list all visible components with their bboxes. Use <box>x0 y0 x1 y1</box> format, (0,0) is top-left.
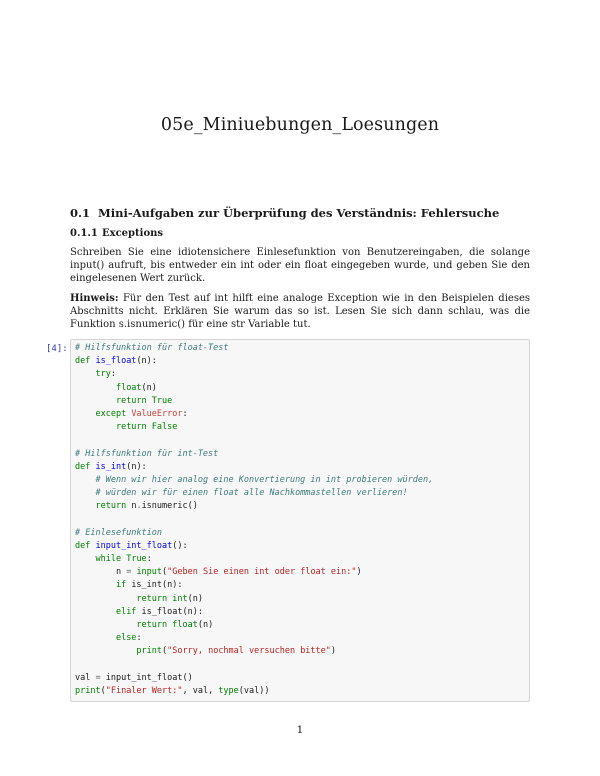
code-token: int <box>172 593 188 604</box>
code-token: True <box>151 395 173 406</box>
code-line <box>75 645 529 658</box>
code-token: float <box>172 619 198 630</box>
code-line <box>75 368 529 381</box>
code-token: "Geben Sie einen int oder float ein:" <box>167 567 357 578</box>
code-token: ( <box>100 685 106 696</box>
code-token <box>75 633 116 643</box>
code-line <box>75 500 529 513</box>
code-token: is_float(n): <box>141 606 203 617</box>
code-token: print <box>136 646 163 657</box>
section-number: 0.1 <box>70 206 91 220</box>
code-token: except <box>95 408 132 419</box>
code-token: (n) <box>187 593 203 604</box>
code-token: return <box>115 422 152 433</box>
code-line <box>75 461 529 474</box>
code-token: val <box>75 672 96 683</box>
code-token: (n) <box>141 382 157 393</box>
code-line <box>75 685 529 698</box>
code-token: (n) <box>197 619 214 630</box>
code-line <box>75 355 529 368</box>
code-token <box>75 607 116 617</box>
cell-prompt: [4]: <box>46 344 68 354</box>
code-token: def <box>75 356 96 367</box>
subsection-number: 0.1.1 <box>70 228 98 239</box>
code-token: return <box>115 395 152 406</box>
code-token: if <box>115 580 132 591</box>
code-token: input_int_float() <box>100 672 193 683</box>
code-token <box>75 594 136 604</box>
code-token: : <box>146 554 152 564</box>
code-token: float <box>115 382 142 393</box>
code-token: while <box>95 554 127 564</box>
code-token: # Wenn wir hier analog eine Konvertierung in int probieren würden, <box>95 474 434 485</box>
code-token: : <box>136 633 142 644</box>
code-token: else <box>115 633 137 644</box>
code-line <box>75 382 529 395</box>
hint-text: Für den Test auf int hilft eine analoge Exception wie in den Beispielen dieses Abschnitts nicht. Erklären Sie warum das so ist. Lesen Sie sich dann schlau, was die Funktion s.isnumeric() für eine str Variable tut. <box>70 293 530 331</box>
code-token: # würden wir für einen float alle Nachkommastellen verlieren! <box>95 488 408 499</box>
code-line <box>75 579 529 592</box>
code-line <box>75 342 529 355</box>
code-token: = <box>126 567 132 578</box>
code-token: def <box>75 540 96 551</box>
code-token: : <box>182 408 188 419</box>
code-token: ValueError <box>131 408 183 419</box>
hint-label: Hinweis: <box>70 293 119 304</box>
code-line <box>75 619 529 632</box>
code-token <box>75 501 95 511</box>
code-token <box>75 369 95 379</box>
code-token: n <box>131 501 137 512</box>
code-token: return <box>95 501 132 512</box>
code-token: ) <box>356 567 362 578</box>
code-token: return <box>136 619 173 630</box>
code-token: n <box>75 567 127 578</box>
code-line <box>75 474 529 487</box>
code-token <box>75 488 95 498</box>
code-line <box>75 632 529 645</box>
code-line <box>75 593 529 606</box>
code-token: ) <box>330 646 337 657</box>
code-content[interactable] <box>71 340 529 698</box>
code-line <box>75 395 529 408</box>
code-token: isnumeric() <box>141 501 198 512</box>
code-token <box>75 646 136 656</box>
page-number: 1 <box>296 724 304 736</box>
code-token: True <box>126 554 147 564</box>
code-line <box>75 659 529 672</box>
task-paragraph: Schreiben Sie eine idiotensichere Einlesefunktion von Benutzereingaben, die solange input() aufruft, bis entweder ein int oder ein float eingegeben wurde, und geben Sie den eingelesenen Wert zurück. <box>70 247 530 285</box>
code-token: print <box>75 685 101 696</box>
code-line <box>75 421 529 434</box>
code-token <box>75 422 116 432</box>
code-token: try <box>95 369 111 380</box>
code-token: elif <box>115 606 142 617</box>
code-line <box>75 540 529 553</box>
code-token: # Einlesefunktion <box>75 527 162 538</box>
code-line <box>75 553 529 566</box>
document-title: 05e_Miniuebungen_Loesungen <box>160 115 440 135</box>
code-token: (val)) <box>238 685 270 696</box>
code-token <box>75 396 116 406</box>
code-line <box>75 672 529 685</box>
code-token <box>75 409 95 419</box>
code-token: input <box>136 567 163 578</box>
code-line <box>75 487 529 500</box>
code-token: (): <box>172 540 188 551</box>
code-token: False <box>151 422 178 433</box>
code-token: is_float <box>95 356 137 367</box>
section-title: Mini-Aufgaben zur Überprüfung des Verständnis: Fehlersuche <box>98 206 500 220</box>
code-line <box>75 566 529 579</box>
hint-paragraph <box>70 292 530 332</box>
code-token <box>75 554 95 564</box>
subsection-heading <box>70 228 163 239</box>
code-line <box>75 408 529 421</box>
code-line <box>75 527 529 540</box>
code-token: : <box>110 369 116 380</box>
code-token <box>75 475 95 485</box>
code-token: ( <box>162 567 168 578</box>
code-token: (n): <box>136 356 157 367</box>
code-token: , val, <box>182 685 219 696</box>
code-line <box>75 448 529 461</box>
code-token: input_int_float <box>95 540 173 551</box>
code-token: # Hilfsfunktion für float-Test <box>75 343 229 353</box>
code-token: # Hilfsfunktion für int-Test <box>75 448 219 459</box>
code-token: is_int(n): <box>131 580 183 591</box>
section-heading <box>70 206 499 220</box>
code-cell[interactable] <box>70 339 530 702</box>
code-token: return <box>136 593 173 604</box>
code-token: is_int <box>95 461 127 472</box>
code-token: . <box>136 501 142 512</box>
code-line <box>75 606 529 619</box>
code-token <box>75 620 136 630</box>
code-token: def <box>75 461 96 472</box>
code-token: "Sorry, nochmal versuchen bitte" <box>167 646 331 657</box>
code-token: = <box>95 672 101 683</box>
code-line <box>75 513 529 526</box>
code-token: "Finaler Wert:" <box>105 685 183 696</box>
subsection-title: Exceptions <box>102 228 164 239</box>
code-line <box>75 434 529 447</box>
code-token: ( <box>162 646 168 657</box>
code-token: (n): <box>126 461 147 472</box>
code-token <box>75 383 116 393</box>
code-token <box>75 580 116 590</box>
code-token: type <box>218 685 239 696</box>
